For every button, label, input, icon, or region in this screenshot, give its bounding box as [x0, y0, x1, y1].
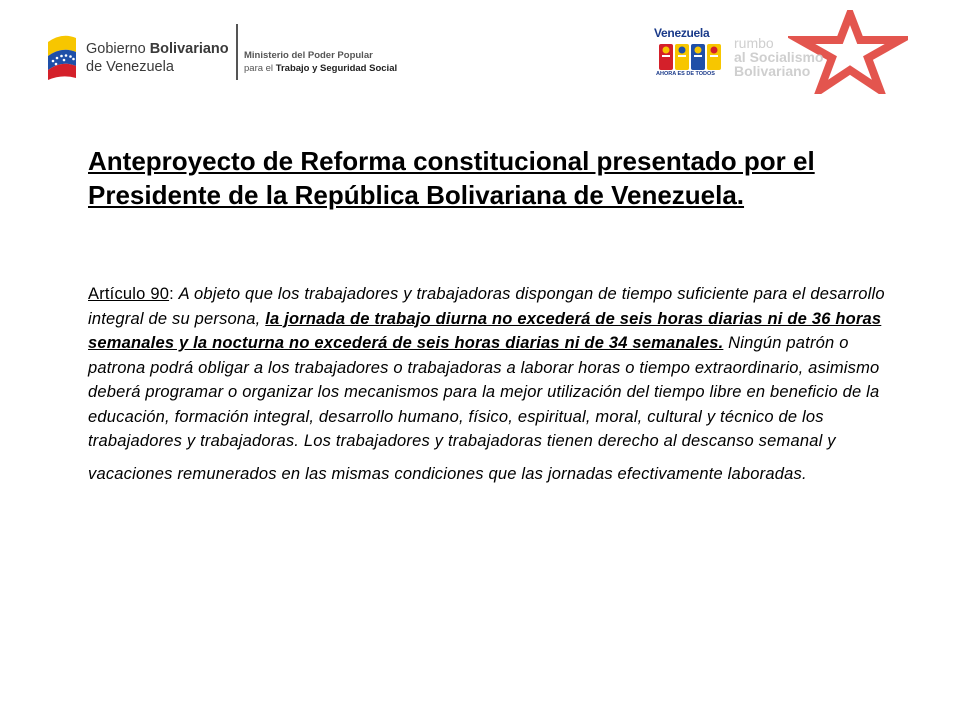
ministry-name [244, 50, 464, 75]
rumbo-text [734, 36, 864, 78]
article-colon: : [169, 285, 179, 303]
venezuela-logo-tagline: AHORA ES DE TODOS [656, 71, 715, 77]
venezuela-logo-name: Venezuela [654, 26, 710, 40]
ministry-name-line1: Ministerio del Poder Popular [244, 50, 373, 61]
rumbo-al-socialismo-logo [728, 10, 904, 90]
document-title: Anteproyecto de Reforma constitucional presentado por el Presidente de la República Bolivariana de Venezuela. [88, 146, 815, 210]
article-text-part1: A objeto que los trabajadores y trabajadoras dispongan de tiempo suficiente para el desarrollo integral de su persona, [88, 285, 885, 328]
government-name [86, 40, 236, 76]
article-text-last: laboradas. [727, 464, 807, 483]
header-banner [0, 0, 960, 100]
article-label: Artículo 90 [88, 285, 170, 303]
people-figures-icon [658, 42, 724, 72]
rumbo-line3: Bolivariano [734, 63, 811, 79]
government-name-line2: de Venezuela [86, 59, 174, 75]
article-90-paragraph [88, 282, 888, 486]
venezuela-flag-stars-icon [44, 28, 80, 80]
venezuela-ahora-es-de-todos-logo [654, 24, 726, 82]
article-text-part2: Ningún patrón o patrona podrá obligar a los trabajadores o trabajadoras a laborar horas o tiempo extraordinario, asimismo deberá programar o organizar los mecanismos para la mejor utilización del tiempo libre en beneficio de la educación, formación integral, desarrollo humano, físico, espiritual, moral, cultural y técnico de los trabajadores y trabajadoras. Los trabajadores y trabajadoras tienen derecho al descanso semanal y vacaciones remunerados en las mismas condiciones que las jornadas efectivamente [88, 334, 880, 483]
header-divider [236, 24, 238, 80]
article-highlight: la jornada de trabajo diurna no excederá de seis horas diarias ni de 36 horas semanales y la nocturna no excederá de seis horas diarias ni de 34 semanales. [88, 309, 882, 352]
rumbo-line2: al Socialismo [734, 49, 824, 65]
rumbo-line1: rumbo [734, 35, 774, 51]
ministry-name-line2: para el Trabajo y Seguridad Social [244, 63, 398, 74]
government-name-line1: Gobierno Bolivariano [86, 41, 229, 57]
